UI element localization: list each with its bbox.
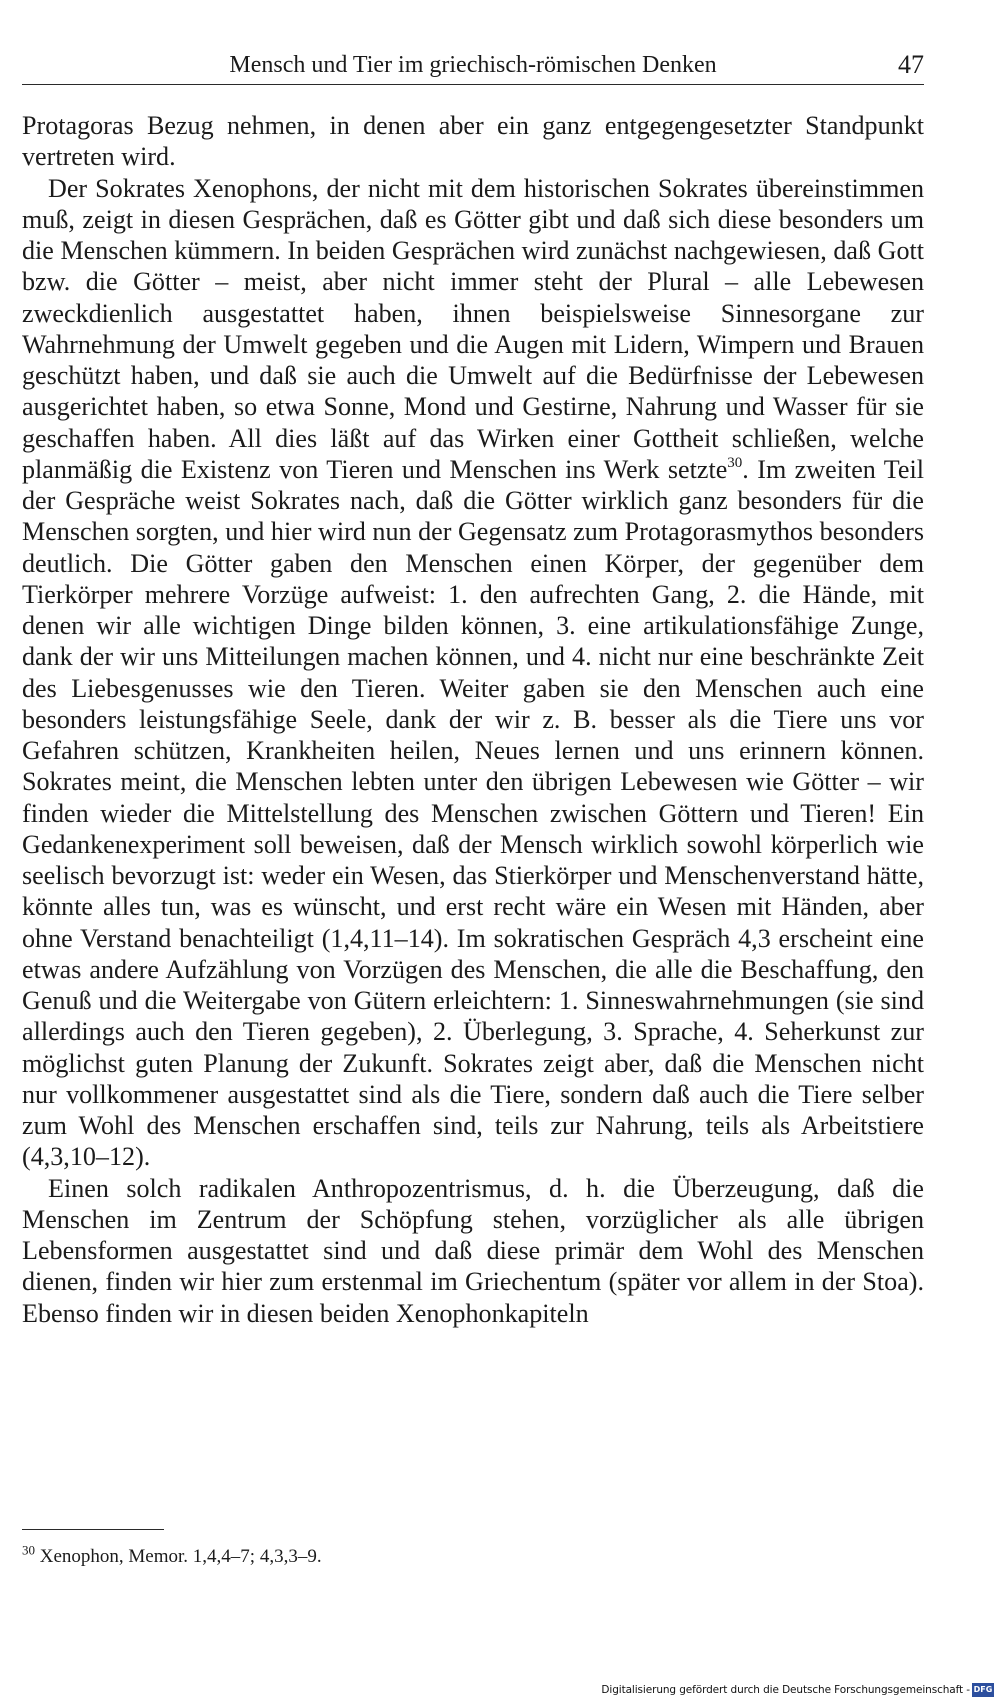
footnote-reference: 30 [727,455,743,472]
digitization-credit: Digitalisierung gefördert durch die Deutsche Forschungsgemeinschaft - [601,1684,970,1696]
footnote-mark: 30 [22,1542,35,1558]
page-number: 47 [898,50,924,79]
paragraph-1: Protagoras Bezug nehmen, in denen aber ein ganz entgegengesetzter Standpunkt vertreten wird. [22,111,924,172]
paragraph-3: Einen solch radikalen Anthropozentrismus, d. h. die Überzeugung, daß die Menschen im Zentrum der Schöpfung stehen, vorzüglicher als alle übrigen Lebensformen ausgestattet sind und daß diese primär dem Wohl des Menschen dienen, finden wir hier zum erstenmal im Griechentum (später vor allem in der Stoa). Ebenso finden wir in diesen beiden Xenophonkapiteln [22,1173,924,1328]
footnote-divider [22,1529,164,1530]
footnote-text: Xenophon, Memor. 1,4,4–7; 4,3,3–9. [35,1546,322,1567]
footnote [22,1544,924,1570]
paragraph-2-text-a: Der Sokrates Xenophons, der nicht mit dem historischen Sokrates übereinstimmen muß, zeigt in diesen Gesprächen, daß es Götter gibt und daß sich diese besonders um die Menschen kümmern. In beiden Gesprächen wird zunächst nachgewiesen, daß Gott bzw. die Götter – meist, aber nicht immer steht der Plural – alle Lebewesen zweckdienlich ausgestattet haben, ihnen beispielsweise Sinnesorgane zur Wahrnehmung der Umwelt gegeben und die Augen mit Lidern, Wimpern und Brauen geschützt haben, und daß sie auch die Umwelt auf die Bedürfnisse der Lebewesen ausgerichtet haben, so etwa Sonne, Mond und Gestirne, Nahrung und Wasser für sie geschaffen haben. All dies läßt auf das Wirken einer Gottheit schließen, welche planmäßig die Existenz von Tieren und Menschen ins Werk setzte [22,173,924,484]
paragraph-2-text-b: . Im zweiten Teil der Gespräche weist Sokrates nach, daß die Götter wirklich ganz besonders für die Menschen sorgten, und hier wird nun der Gegensatz zum Protagorasmythos besonders deutlich. Die Götter gaben den Menschen einen Körper, der gegenüber dem Tierkörper mehrere Vorzüge aufweist: 1. den aufrechten Gang, 2. die Hände, mit denen wir alle wichtigen Dinge bilden können, 3. eine artikulationsfähige Zunge, dank der wir uns Mitteilungen machen können, und 4. nicht nur eine beschränkte Zeit des Liebesgenusses wie den Tieren. Weiter gaben sie den Menschen auch eine besonders leistungsfähige Seele, dank der wir z. B. besser als die Tiere uns vor Gefahren schützen, Krankheiten heilen, Neues lernen und uns erinnern können. Sokrates meint, die Menschen lebten unter den übrigen Lebewesen wie Götter – wir finden wieder die Mittelstellung des Menschen zwischen Göttern und Tieren! Ein Gedankenexperiment soll beweisen, daß der Mensch wirklich sowohl körperlich wie seelisch bevorzugt ist: weder ein Wesen, das Stierkörper und Menschenverstand hätte, könnte alles tun, was es wünscht, und erst recht wäre ein Wesen mit Händen, aber ohne Verstand benachteiligt (1,4,11–14). Im sokratischen Gespräch 4,3 erscheint eine etwas andere Aufzählung von Vorzügen des Menschen, die alle die Beschaffung, den Genuß und die Weitergabe von Gütern erleichtern: 1. Sinneswahrnehmungen (sie sind allerdings auch den Tieren gegeben), 2. Überlegung, 3. Sprache, 4. Seherkunst zur möglichst guten Planung der Zukunft. Sokrates zeigt aber, daß die Menschen nicht nur vollkommener ausgestattet sind als die Tiere, sondern daß auch die Tiere selber zum Wohl des Menschen erschaffen sind, teils zur Nahrung, teils als Arbeitstiere (4,3,10–12). [22,454,924,1172]
dfg-logo: DFG [972,1683,994,1697]
paragraph-2 [22,173,924,1173]
main-text [22,110,924,1329]
running-header [22,50,924,85]
running-title: Mensch und Tier im griechisch-römischen Denken [229,52,717,78]
